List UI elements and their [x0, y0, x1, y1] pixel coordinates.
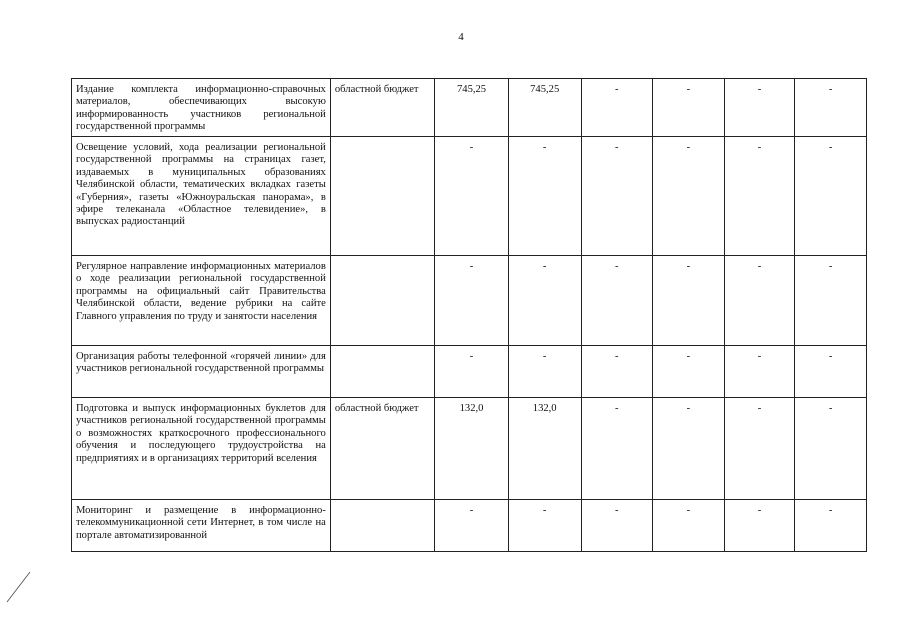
value-cell: -: [653, 137, 725, 256]
value-cell: -: [435, 137, 509, 256]
activity-description: Подготовка и выпуск информационных буклетов для участников региональной государственной программы о возможностях краткосрочного профессионального обучения и последующего трудоустройства на предприятиях и в организациях территорий вселения: [72, 398, 331, 500]
table-row: [72, 500, 867, 552]
value-cell: -: [653, 346, 725, 398]
value-cell: -: [724, 500, 795, 552]
value-cell: -: [508, 256, 581, 346]
funding-source: [330, 500, 434, 552]
activity-description: Издание комплекта информационно-справочных материалов, обеспечивающих высокую информированность участников региональной государственной программы: [72, 79, 331, 137]
value-cell: -: [581, 79, 653, 137]
value-cell: -: [795, 79, 867, 137]
value-cell: -: [724, 346, 795, 398]
value-cell: -: [508, 346, 581, 398]
table-row: [72, 79, 867, 137]
table-row: [72, 346, 867, 398]
table-row: [72, 398, 867, 500]
value-cell: 132,0: [435, 398, 509, 500]
table-row: [72, 256, 867, 346]
value-cell: -: [795, 346, 867, 398]
value-cell: -: [653, 500, 725, 552]
value-cell: -: [435, 256, 509, 346]
value-cell: -: [435, 346, 509, 398]
value-cell: -: [581, 137, 653, 256]
value-cell: -: [795, 256, 867, 346]
value-cell: 745,25: [508, 79, 581, 137]
value-cell: -: [653, 79, 725, 137]
value-cell: 132,0: [508, 398, 581, 500]
activity-description: Мониторинг и размещение в информационно-телекоммуникационной сети Интернет, в том числе на портале автоматизированной: [72, 500, 331, 552]
value-cell: -: [581, 398, 653, 500]
value-cell: 745,25: [435, 79, 509, 137]
funding-source: [330, 346, 434, 398]
value-cell: -: [724, 256, 795, 346]
value-cell: -: [508, 500, 581, 552]
value-cell: -: [724, 398, 795, 500]
value-cell: -: [581, 256, 653, 346]
value-cell: -: [653, 398, 725, 500]
activity-description: Организация работы телефонной «горячей линии» для участников региональной государственной программы: [72, 346, 331, 398]
budget-table: [71, 78, 867, 552]
value-cell: -: [508, 137, 581, 256]
activity-description: Освещение условий, хода реализации региональной государственной программы на страницах газет, издаваемых в муниципальных образованиях Челябинской области, тематических вкладках газеты «Губерния», газеты «Южноуральская панорама», в эфире телеканала «Областное телевидение», в выпусках радиостанций: [72, 137, 331, 256]
activity-description: Регулярное направление информационных материалов о ходе реализации региональной государственной программы на официальный сайт Правительства Челябинской области, ведение рубрики на сайте Главного управления по труду и занятости населения: [72, 256, 331, 346]
pen-stroke-mark: [4, 570, 34, 604]
table-row: [72, 137, 867, 256]
value-cell: -: [724, 79, 795, 137]
page-number: 4: [458, 31, 464, 43]
value-cell: -: [581, 346, 653, 398]
value-cell: -: [581, 500, 653, 552]
funding-source: областной бюджет: [330, 398, 434, 500]
value-cell: -: [795, 137, 867, 256]
value-cell: -: [795, 500, 867, 552]
funding-source: [330, 137, 434, 256]
value-cell: -: [795, 398, 867, 500]
funding-source: [330, 256, 434, 346]
value-cell: -: [435, 500, 509, 552]
value-cell: -: [653, 256, 725, 346]
value-cell: -: [724, 137, 795, 256]
funding-source: областной бюджет: [330, 79, 434, 137]
